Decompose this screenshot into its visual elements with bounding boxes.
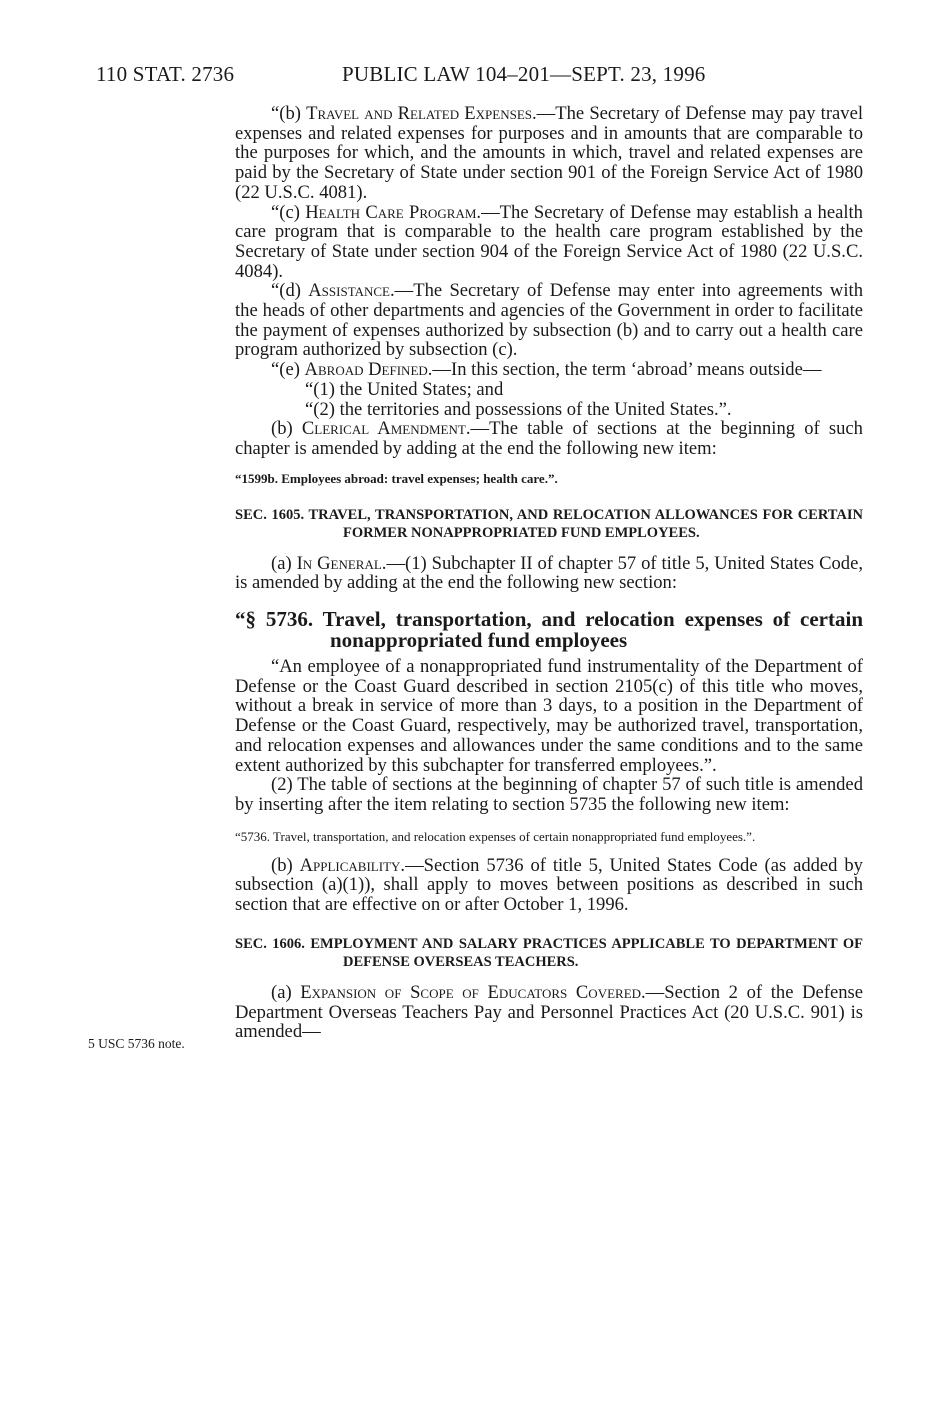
para-text: .—(1) Subchapter II of chapter 57 of title 5, United States Code, is amended by adding at the end the following new section:	[235, 552, 863, 594]
paragraph-e-abroad	[235, 360, 863, 380]
paragraph-d-assistance	[235, 281, 863, 360]
para-text: .—The Secretary of Defense may pay travel expenses and related expenses for purposes and in amounts that are comparable to the purposes for which, and the amounts in which, travel and related expenses are paid by the Secretary of State under section 901 of the Foreign Service Act of 1980 (22 U.S.C. 4081).	[235, 103, 863, 203]
para-text: .—Section 2 of the Defense Department Overseas Teachers Pay and Personnel Practices Act (20 U.S.C. 901) is amended—	[235, 981, 863, 1043]
para-heading: Abroad Defined	[304, 359, 428, 381]
para-lead: “(e)	[271, 359, 305, 381]
para-lead: “(b)	[271, 103, 307, 124]
page-law-header: PUBLIC LAW 104–201—SEPT. 23, 1996	[342, 62, 706, 86]
para-lead: (b)	[271, 854, 300, 876]
para-text: .—The table of sections at the beginning of such chapter is amended by adding at the end the following new item:	[235, 418, 863, 459]
document-body	[235, 104, 863, 1042]
para-heading: Health Care Program	[305, 201, 477, 223]
para-heading: In General	[296, 552, 382, 574]
para-heading: Expansion of Scope of Educators Covered	[300, 981, 642, 1003]
section-5736-title: “§ 5736. Travel, transportation, and relocation expenses of certain nonappropriated fund employees	[235, 607, 863, 653]
para-text: .—The Secretary of Defense may establish a health care program that is comparable to the health care program established by the Secretary of State under section 904 of the Foreign Service Act of 1980 (22 U.S.C. 4084).	[235, 201, 863, 282]
para-heading: Applicability	[299, 854, 401, 876]
para-heading: Travel and Related Expenses	[306, 103, 533, 124]
paragraph-b-travel	[235, 104, 863, 203]
paragraph-clerical	[235, 419, 863, 458]
para-text: .—The Secretary of Defense may enter into agreements with the heads of other departments and agencies of the Government in order to facilitate the payment of expenses authorized by subsection (b) and to carry out a health care program authorized by subsection (c).	[235, 280, 863, 361]
paragraph-a2: (2) The table of sections at the beginning of chapter 57 of such title is amended by inserting after the item relating to section 5735 the following new item:	[235, 774, 863, 815]
table-item-5736: “5736. Travel, transportation, and relocation expenses of certain nonappropriated fund employees.”.	[235, 828, 756, 844]
margin-note: 5 USC 5736 note.	[88, 1036, 185, 1051]
para-text: .—In this section, the term ‘abroad’ means outside—	[427, 359, 822, 381]
para-lead: (a)	[271, 552, 297, 574]
section-heading-1606: SEC. 1606. EMPLOYMENT AND SALARY PRACTICES APPLICABLE TO DEPARTMENT OF DEFENSE OVERSEAS TEACHERS.	[235, 935, 863, 970]
para-lead: (a)	[271, 981, 301, 1003]
paragraph-e1: “(1) the United States; and	[305, 378, 504, 400]
para-heading: Assistance	[308, 280, 390, 302]
paragraph-e2: “(2) the territories and possessions of the United States.”.	[305, 398, 732, 420]
paragraph-c-health	[235, 203, 863, 282]
para-lead: “(d)	[271, 280, 309, 302]
para-lead: “(c)	[271, 201, 306, 223]
para-text: .—Section 5736 of title 5, United States Code (as added by subsection (a)(1)), shall apply to moves between positions as described in such section that are effective on or after October 1, 1996.	[235, 854, 863, 916]
paragraph-a-general	[235, 554, 863, 593]
para-heading: Clerical Amendment	[301, 418, 466, 440]
paragraph-a-expansion	[235, 983, 863, 1042]
table-item-1599b: “1599b. Employees abroad: travel expenses; health care.”.	[235, 470, 558, 486]
paragraph-b-applicability	[235, 856, 863, 915]
para-lead: (b)	[271, 418, 302, 440]
page-stat-citation: 110 STAT. 2736	[96, 62, 235, 86]
section-heading-1605: SEC. 1605. TRAVEL, TRANSPORTATION, AND RELOCATION ALLOWANCES FOR CERTAIN FORMER NONAPPROPRIATED FUND EMPLOYEES.	[235, 506, 863, 541]
section-5736-text: “An employee of a nonappropriated fund instrumentality of the Department of Defense or the Coast Guard described in section 2105(c) of this title who moves, without a break in service of more than 3 days, to a position in the Department of Defense or the Coast Guard, respectively, may be authorized travel, transportation, and relocation expenses and allowances under the same conditions and to the same extent authorized by this subchapter for transferred employees.”.	[235, 656, 863, 776]
